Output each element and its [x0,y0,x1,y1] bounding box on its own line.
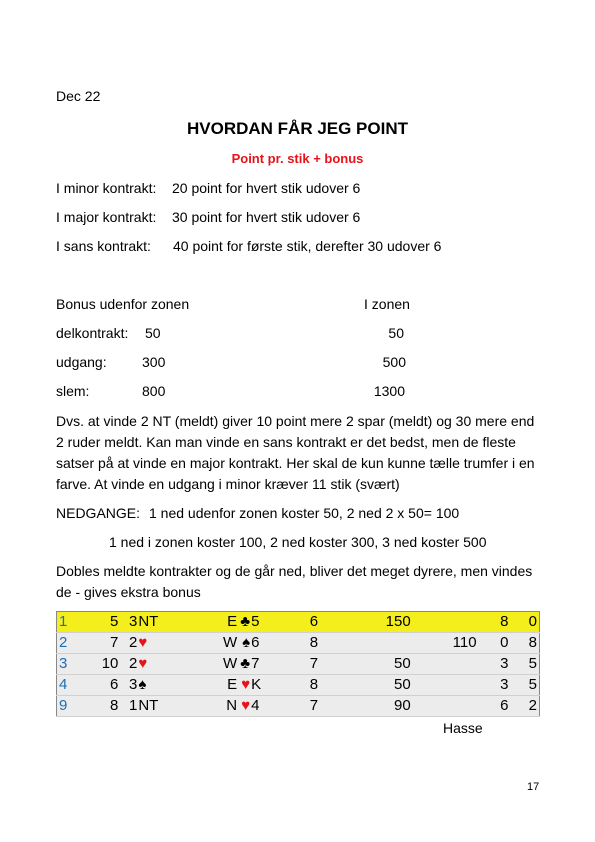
declarer: E [227,676,238,693]
declarer: W [222,655,238,672]
contract-strain: NT [138,697,159,714]
score-ns: 150 [385,613,411,630]
lead-rank: 6 [251,634,260,651]
table-row [57,675,540,696]
pair-number: 6 [110,676,119,693]
contract-line-sans-text: 40 point for første stik, derefter 30 udover 6 [173,238,442,254]
matchpoints-ns: 8 [500,613,509,630]
tricks: 6 [309,613,319,630]
signature: Hasse [443,720,483,736]
matchpoints-ew: 5 [528,676,537,693]
page-subtitle: Point pr. stik + bonus [231,151,364,166]
lead-suit: ♠ [242,634,251,651]
doubles-paragraph: Dobles meldte kontrakter og de går ned, bliver det meget dyrere, men vindes de - gives ekstra bonus [56,563,533,600]
contract-line-minor-label: I minor kontrakt: [56,180,157,196]
lead-suit: ♥ [241,676,251,693]
contract-line-sans-label: I sans kontrakt: [56,238,151,254]
date: Dec 22 [56,88,101,104]
lead-suit: ♥ [241,697,251,714]
score-ew [411,612,477,633]
score-ns [339,633,411,654]
tricks: 7 [309,697,319,714]
bonus-row-vul: 1300 [373,383,405,399]
contract-strain: NT [138,613,159,630]
bonus-row-nonvul: 300 [142,354,166,370]
score-ew: 110 [452,634,477,651]
bonus-row-nonvul: 50 [145,325,161,341]
contract-level: 3 [128,613,138,630]
lead-rank: K [251,676,262,693]
pair-number: 10 [101,655,119,672]
page-number: 17 [527,781,540,793]
tricks: 7 [309,655,319,672]
board-number: 9 [59,697,68,714]
lead-rank: 4 [251,697,260,714]
bonus-row-label: delkontrakt: [56,325,129,341]
table-row [57,633,540,654]
lead-rank: 5 [251,613,260,630]
matchpoints-ns: 6 [500,697,509,714]
bonus-row-nonvul: 800 [142,383,166,399]
explanation-paragraph: Dvs. at vinde 2 NT (meldt) giver 10 point mere 2 spar (meldt) og 30 mere end 2 ruder meldt. Kan man vinde en sans kontrakt er det bedst, men de fleste satser på at vinde en major kontrakt. Her skal de kun kunne tælle trumfer i en farve. At vinde en udgang i minor kræver 11 stik (svært) [56,413,535,492]
contract-strain: ♥ [138,634,148,651]
bonus-row-vul: 500 [382,354,406,370]
nedgange-line-1: 1 ned udenfor zonen koster 50, 2 ned 2 x 50= 100 [149,505,460,521]
board-number: 2 [59,634,68,651]
contract-strain: ♠ [138,676,147,693]
matchpoints-ns: 3 [500,676,509,693]
table-row [57,654,540,675]
score-ns: 50 [394,676,411,693]
bonus-header-vul: I zonen [364,296,410,312]
declarer: N [226,697,238,714]
contract-level: 2 [128,634,138,651]
declarer: W [222,634,238,651]
contract-strain: ♥ [138,655,148,672]
tricks: 8 [309,676,319,693]
bonus-row-label: udgang: [56,354,107,370]
score-ew [411,696,477,717]
contract-level: 1 [128,697,138,714]
matchpoints-ew: 8 [528,634,537,651]
lead-rank: 7 [251,655,260,672]
matchpoints-ew: 2 [528,697,537,714]
matchpoints-ew: 0 [528,613,537,630]
bonus-row-label: slem: [56,383,90,399]
score-ns: 90 [394,697,411,714]
table-row [57,612,540,633]
board-number: 1 [59,613,68,630]
bonus-row-vul: 50 [388,325,404,341]
tricks: 8 [309,634,319,651]
board-number: 4 [59,676,68,693]
pair-number: 7 [110,634,119,651]
contract-level: 3 [128,676,138,693]
lead-suit: ♣ [240,613,251,630]
table-row [57,696,540,717]
matchpoints-ew: 5 [528,655,537,672]
results-table [56,611,540,717]
contract-line-major-label: I major kontrakt: [56,209,157,225]
nedgange-line-2: 1 ned i zonen koster 100, 2 ned koster 300, 3 ned koster 500 [109,534,487,550]
matchpoints-ns: 3 [500,655,509,672]
page-title: HVORDAN FÅR JEG POINT [186,119,409,138]
contract-level: 2 [128,655,138,672]
lead-suit: ♣ [240,655,251,672]
score-ew [411,675,477,696]
board-number: 3 [59,655,68,672]
pair-number: 5 [110,613,119,630]
pair-number: 8 [110,697,119,714]
declarer: E [227,613,238,630]
score-ew [411,654,477,675]
bonus-header-nonvul: Bonus udenfor zonen [56,296,190,312]
score-ns: 50 [394,655,411,672]
contract-line-minor-text: 20 point for hvert stik udover 6 [172,180,361,196]
matchpoints-ns: 0 [500,634,509,651]
contract-line-major-text: 30 point for hvert stik udover 6 [172,209,361,225]
nedgange-label: NEDGANGE: [56,505,141,521]
